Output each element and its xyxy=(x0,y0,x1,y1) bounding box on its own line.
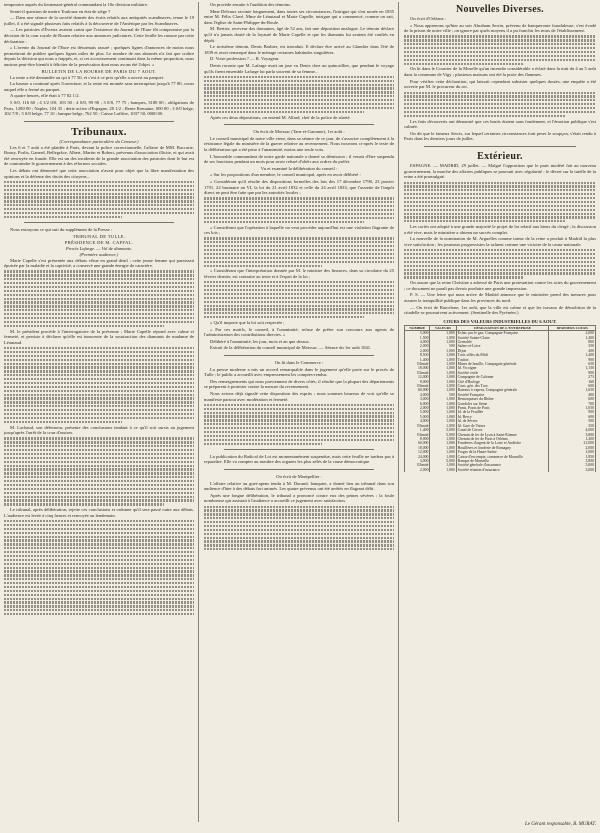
exterieur-paragraph: ESPAGNE. — MADRID, 29 juillet. — Malgré l'opposition que le parti modéré fait au nouveau gouvernement, la marche des affaires publiques se poursuit avec régularité ; le décret sur la tutelle de la reine a été promulgué. xyxy=(404,163,596,180)
table-cell: 900 xyxy=(549,410,596,414)
table-cell: 900 xyxy=(549,371,596,375)
table-cell: 1,000 xyxy=(430,362,456,366)
table-cell: Houillères et fonderie de Romagny xyxy=(456,446,549,450)
moissac-paragraph: « Considérant que l'interprétation donnée par M. le ministre des finances, dans sa circulaire du 25 février dernier, est contraire au texte et à l'esprit de la loi ; xyxy=(204,268,394,279)
text-lines xyxy=(404,92,596,117)
bourse-paragraph: 5 0/0, 116 60 ; 4 1/2 0/0, 103 50 ; 4 0/0, 99 90 ; 3 0/0, 77 75 ; banques, 3180 00 ; obligations de Paris, 1280 00 ; Naples, 104 35 ; dette active d'Espagne, 20 1/2 ; Rente Romaine, 000 00 ; 3 0/0 belge, 102 7/8 ; 5 0/0 belge, 77 10 ; banque belge, 762 50 ; Caisse Laffitte, 1037 50, 0000 00. xyxy=(4,99,194,117)
column-2 xyxy=(204,2,394,822)
court-presidency: PRÉSIDENCE DE M. CAFFAL. xyxy=(64,239,134,245)
case-title: Procès Lafarge. — Vol de diamants. xyxy=(65,245,133,251)
table-cell: 1,500 xyxy=(405,336,430,340)
table-cell: Trois villes du Midi xyxy=(456,353,549,357)
testimony-paragraph: M. Bertier, receveur des domaines, âgé de 52 ans, fait une déposition analogue. Le témoin déclare qu'il n'a jamais douté de la loyauté de Marie Capelle et que les diamants lui avaient été confiés en dépôt. xyxy=(204,26,394,43)
intro-paragraph: temporaire auprès du lieutenant-général commandant la 10e division militaire. xyxy=(4,2,149,7)
tribunaux-paragraph: Les 6 et 7 août a été plaidée à Paris, devant la police correctionnelle, l'affaire de MM. Baccarie, Bosny, Porlis, Ganerd, Bellegrâce, Albert, Martin et Robert, prévenus d'association illicite, et qui avait été renvoyée en fraude. Elle est un des incidents de la grande association des patriotes dont le but est de contraindre le gouvernement à des réformes sociales. xyxy=(4,144,194,167)
table-cell: Id. Gare de Vaises xyxy=(456,424,549,428)
table-cell: 2,000 xyxy=(549,446,596,450)
table-cell: 2,000 xyxy=(549,331,596,336)
text-lines xyxy=(204,237,394,266)
nouvelles-paragraph: Pour vérifier cette déclaration, qui laissait cependant subsister quelques doutes, une enquête a été ouverte par M. le procureur du roi. xyxy=(404,78,596,90)
table-cell: 1,000 xyxy=(430,450,456,454)
montpellier-heading: On écrit de Montpellier : xyxy=(276,473,322,479)
table-cell: Illimité xyxy=(405,463,430,467)
table-cell: Remorqueurs du Rhône xyxy=(456,397,549,401)
table-cell: Société générale d'assurance xyxy=(456,463,549,467)
table-cell: Chemin de fer de Paris à Orléans xyxy=(456,437,549,441)
table-cell: 4,000 xyxy=(405,340,430,344)
table-cell: 5,000 xyxy=(430,459,456,463)
table-cell: 800 xyxy=(549,340,596,344)
text-lines xyxy=(204,197,394,222)
table-cell: Id. de Sèvres xyxy=(456,419,549,423)
text-lines xyxy=(4,181,194,218)
text-lines xyxy=(204,404,394,445)
moissac-paragraph: Délibéré à l'unanimité, les jour, mois et an que dessus. xyxy=(210,338,310,344)
exterieur-heading: Extérieur. xyxy=(477,151,523,163)
table-cell: Id. de la Feuillée xyxy=(456,410,549,414)
tribunaux-paragraph: Les débats ont démontré que cette association n'avait pour objet que la libre manifestation des opinions et la défense des droits des citoyens... xyxy=(4,168,194,179)
text-lines xyxy=(404,35,596,64)
table-cell: 3,000 xyxy=(549,468,596,472)
table-cell: Dijon xyxy=(456,349,549,353)
table-cell: 18,000 xyxy=(405,366,430,370)
gerant-signature: Le Gérant responsable, B. MURAT. xyxy=(524,822,596,827)
table-cell: 350 xyxy=(549,344,596,348)
table-cell: 12,000 xyxy=(405,375,430,379)
table-cell: Cons. gén. des Trav. xyxy=(456,384,549,388)
table-cell: 500 xyxy=(549,419,596,423)
table-cell: 600 xyxy=(549,397,596,401)
moissac-paragraph: Le conseil municipal de notre ville vient, dans sa séance de ce jour, de s'associer complètement à la résistance légale du ministère de la guerre relative au recensement. Nous trouvons ci-après le texte de la délibération qui a été prise à l'unanimité, moins une seule voix. xyxy=(204,135,394,152)
court-title: TRIBUNAL DE TULLE. xyxy=(72,233,126,239)
table-cell: 1,000 xyxy=(430,424,456,428)
table-cell: Caisse d'escompte, commerce de Marseille xyxy=(456,455,549,459)
table-cell: 12,000 xyxy=(405,450,430,454)
table-cell: Société Française xyxy=(456,393,549,397)
table-cell: 900 xyxy=(549,358,596,362)
valeurs-table-body xyxy=(405,331,596,473)
moissac-paragraph: « Par ces motifs, le conseil, à l'unanimité, refuse de prêter son concours aux agents de l'administration des contributions directes. » xyxy=(204,326,394,338)
table-cell: Compagnie de Calonne xyxy=(456,375,549,379)
exterieur-paragraph: Les cortès ont adopté à une grande majorité le projet de loi relatif aux biens du clergé ; la discussion a été vive, mais le ministère a obtenu un succès complet. xyxy=(404,224,596,235)
text-lines xyxy=(4,270,194,326)
text-lines xyxy=(204,281,394,318)
table-cell: 1,000 xyxy=(430,463,456,467)
intro-paragraph: — Les patriotes d'Évreux avaient craint que l'existence du Journal de l'Eure fût compromise par la décision de la cour royale de Rouen relative aux annonces judiciaires. Cette feuille les rassure par cette déclaration : xyxy=(4,27,194,44)
table-cell: 6,000 xyxy=(405,402,430,406)
commerce-heading: On lit dans le Commerce : xyxy=(274,359,324,365)
intro-paragraph: Serait-il question de mettre Toulouse en état de siége ? xyxy=(10,8,111,14)
table-cell: 1,000 xyxy=(430,375,456,379)
table-cell: 700 xyxy=(549,402,596,406)
nouvelles-paragraph: « Nous apprenons qu'hier au soir Abraham Serrin, prévenu de banqueroute frauduleuse, s'est évadé de la prison de notre ville ; on ignore par quels moyens il a pu franchir les murs de l'établissement. xyxy=(404,22,596,34)
table-cell: 400 xyxy=(549,349,596,353)
table-cell: 1,000 xyxy=(430,336,456,340)
table-cell: 5,000 xyxy=(405,331,430,336)
moissac-paragraph: « Sur les propositions d'un membre, le conseil municipal, après en avoir délibéré : xyxy=(210,172,361,178)
table-cell: 1,000 xyxy=(430,353,456,357)
table-cell: 1,000 xyxy=(430,349,456,353)
text-lines xyxy=(204,76,394,113)
bourse-paragraph: La hausse a continué après l'ouverture, et la rente est montée sans interruption jusqu'à 77 80, cours auquel elle a fermé au parquet. xyxy=(4,81,194,92)
table-cell: 1,000 xyxy=(430,380,456,384)
table-cell: 60,000 xyxy=(405,441,430,445)
table-cell: 160 xyxy=(549,380,596,384)
table-cell: 400 xyxy=(549,393,596,397)
intro-paragraph: « L'avenir du Journal de l'Eure est désormais assuré ; quelques lignes d'annonces de moins nous permettront de publier quelques lignes utiles de plus. Le nombre de nos abonnés n'a fait que croître depuis la décision qui nous a frappés, et, si cet accroissement continuait dans la même proportion, nous aurions peut-être bientôt à féliciter de la persécution dont nous avons été l'objet. » xyxy=(4,45,194,67)
table-cell: 2,000 xyxy=(405,349,430,353)
journal-paragraph: Le tribunal, après délibération, rejette ces conclusions et ordonne qu'il sera passé outre aux débats. L'audience est levée à cinq heures et renvoyée au lendemain. xyxy=(4,507,194,518)
text-lines xyxy=(404,249,596,278)
table-cell: 1,000 xyxy=(430,366,456,370)
text-lines xyxy=(4,437,194,505)
table-cell: 21,000 xyxy=(549,441,596,445)
table-cell: Éclair. par le gaz, Compagnie Française xyxy=(456,331,549,336)
table-cell: 60,000 xyxy=(405,388,430,392)
table-header: DERNIERS COURS xyxy=(549,325,596,330)
table-cell: 5,000 xyxy=(549,463,596,467)
table-cell: 5,000 xyxy=(430,433,456,437)
valeurs-table xyxy=(404,325,596,472)
table-cell: 1,000 xyxy=(430,340,456,344)
section-divider xyxy=(424,146,576,147)
table-cell: Illimité xyxy=(405,384,430,388)
table-cell: Toulon xyxy=(456,358,549,362)
column-rule xyxy=(198,2,199,822)
table-cell: Ponts, Ponts de Paris xyxy=(456,406,549,410)
table-cell: 8,000 xyxy=(405,437,430,441)
section-divider xyxy=(224,355,374,356)
table-cell: Société réunion d'assurance xyxy=(456,468,549,472)
column-3 xyxy=(404,2,596,822)
testimony-paragraph: D. Votre profession ? — R. Voyageur. xyxy=(210,56,280,62)
moissac-paragraph: « Considérant que l'opération à laquelle on veut procéder aujourd'hui est une violation flagrante de ces lois ; xyxy=(204,224,394,236)
table-cell: 1,000 xyxy=(430,388,456,392)
tribunaux-subheading: (Correspondance particulière du Censeur.) xyxy=(59,138,139,144)
nouvelles-heading: Nouvelles Diverses. xyxy=(456,4,544,15)
journal-paragraph: M. le président procède à l'interrogatoire de la prévenue ; Marie Capelle répond avec calme et fermeté, et persiste à déclarer qu'elle est innocente de la soustraction des diamants de madame de Léautaud. xyxy=(4,328,194,345)
testimony-paragraph: Mme Delvaux raconte longuement, dans toutes ses circonstances, l'intrigue qui s'est nouée en 1835 entre M. Félix Clavé, Mme de Léautaud et Marie Capelle, intrigue qui a commencé, comme on sait, dans l'église de Saint-Philippe-du-Roule. xyxy=(204,8,394,25)
table-cell: 3,000 xyxy=(405,397,430,401)
table-cell: 273 xyxy=(549,375,596,379)
table-cell: 1,000 xyxy=(430,410,456,414)
section-divider xyxy=(224,124,374,125)
moissac-paragraph: « Considérant qu'il résulte des dispositions formelles des lois des 17 décembre 1790, 23 janvier 1791, 22 brumaire an VI, la loi du 21 avril 1832 et celle du 24 avril 1833, que l'assiette de l'impôt direct ne peut être faite que par les autorités locales ; xyxy=(204,178,394,196)
table-cell: Cité d'Horloge xyxy=(456,380,549,384)
table-cell: 2,000 xyxy=(405,344,430,348)
table-cell: Id. Vicoigne xyxy=(456,366,549,370)
text-lines xyxy=(4,520,194,615)
table-cell: 1,000 xyxy=(430,358,456,362)
table-cell: 2,000 xyxy=(405,468,430,472)
section-divider xyxy=(24,222,174,223)
testimony-paragraph: Après ces deux dépositions, on entend M. Allard, chef de la police de sûreté. xyxy=(210,114,351,120)
table-cell: Illimité xyxy=(405,362,430,366)
moissac-paragraph: Vu et examiné la délibération du conseil : xyxy=(260,165,338,171)
column-rule xyxy=(398,2,399,822)
table-cell: 8,500 xyxy=(405,353,430,357)
testimony-paragraph: Le troisième témoin, Denis Barbier, est introduit. Il déclare être arrivé au Glandier dans l'été de 1839 et avoir remarqué dans le ménage certaines habitudes singulières. xyxy=(204,44,394,55)
table-cell: 1,150 xyxy=(549,366,596,370)
table-cell: 24,000 xyxy=(405,455,430,459)
table-cell: Illimité xyxy=(405,424,430,428)
valeurs-table-title: COURS DES VALEURS INDUSTRIELLES DU 6 AOUT. xyxy=(443,318,557,324)
table-cell: 1,000 xyxy=(430,441,456,445)
text-lines xyxy=(404,182,596,223)
exterieur-paragraph: La nouvelle de la nomination de M. Arguelles comme tuteur de la reine a produit à Madrid la plus vive satisfaction ; les journaux progressistes la saluent comme une victoire de la cause nationale. xyxy=(404,236,596,247)
table-cell: 1,400 xyxy=(405,358,430,362)
table-cell: 1,400 xyxy=(405,428,430,432)
nouvelles-paragraph: Les faits découverts ont démontré que ces bruits étaient sans fondement, et l'émotion publique s'est calmée. xyxy=(404,118,596,130)
table-cell: 1,000 xyxy=(430,406,456,410)
moissac-paragraph: « Qu'il importe que la loi soit respectée ; xyxy=(210,320,285,325)
table-cell: 5,000 xyxy=(405,410,430,414)
table-cell: 1,000 xyxy=(430,468,456,472)
table-cell: Société Sainte-Claire xyxy=(456,336,549,340)
text-lines xyxy=(4,347,194,423)
column-1 xyxy=(4,2,194,822)
table-cell: Mines de houille, Compagnie générale xyxy=(456,362,549,366)
table-cell: 1,000 xyxy=(430,437,456,441)
table-cell: Bateaux à vapeur, Compagnie générale xyxy=(456,388,549,392)
radical-paragraph: La publication du Radical de Lot est momentanément suspendue, mais cette feuille ne tardera pas à reparaître. Elle va compter au nombre des organes les plus zélés de la cause démocratique. xyxy=(204,453,394,465)
intro-paragraph: — Dans une séance de la société donnée des écrits relatifs aux antiquités scandinaves, tenue le 19 juillet, il a été signalé plusieurs faits relatifs à la découverte de l'Amérique par les Scandinaves. xyxy=(4,15,194,26)
table-cell: 5,000 xyxy=(430,428,456,432)
exterieur-paragraph: — On écrit de Barcelone, 1er août, que la ville est calme et que les travaux de démolition de la citadelle se poursuivent activement. (Sentinelle des Pyrénées.) xyxy=(404,304,596,316)
table-cell: Chemin de fer de Lyon à Saint-Étienne xyxy=(456,433,549,437)
table-cell: Banque de Marseille xyxy=(456,459,549,463)
table-cell: 1,000 xyxy=(430,397,456,401)
table-cell: 1,000 xyxy=(430,419,456,423)
nouvelles-paragraph: On lit dans le Courrier de la Moselle qu'un incendie considérable a éclaté dans la nuit du 4 au 5 août dans la commune de Vigy ; plusieurs maisons ont été la proie des flammes. xyxy=(404,66,596,78)
nouvelles-paragraph: On écrit d'Orléans : xyxy=(410,16,446,21)
table-cell: 1,400 xyxy=(549,353,596,357)
table-cell: 1,650 xyxy=(549,388,596,392)
table-cell: 1,000 xyxy=(549,450,596,454)
table-cell: Id. Bercy xyxy=(456,415,549,419)
table-cell: Gondoles sur Seine xyxy=(456,402,549,406)
table-cell: 600 xyxy=(549,415,596,419)
moissac-paragraph: Extrait de la délibération du conseil municipal de Moissac. — Séance du 1er août 1841. xyxy=(210,345,372,351)
table-cell: 1,000 xyxy=(430,455,456,459)
table-cell: 350 xyxy=(549,424,596,428)
table-cell: 18,000 xyxy=(405,446,430,450)
tribunaux-heading: Tribunaux. xyxy=(71,125,127,138)
table-header: NOMBRE xyxy=(405,325,430,330)
table-cell: Forges de la Haute-Saône xyxy=(456,450,549,454)
table-cell: 1,000 xyxy=(430,402,456,406)
moissac-paragraph: L'honorable commandant de notre garde nationale a donné sa démission ; il venait d'être suspendu de ses fonctions pendant un mois pour avoir refusé d'obéir aux ordres du préfet. xyxy=(204,153,394,165)
testimony-paragraph: Denis raconte que M. Lafarge avait un jour vu Denis chez un quincaillier, que pendant le voyage qu'ils firent ensemble Lafarge lui parla souvent de sa femme... xyxy=(204,62,394,74)
journal-paragraph: Marie Capelle s'est présentée aux débats vêtue en grand deuil ; cette jeune femme qui paraissait épuisée par la maladie et la captivité, a conservé une grande énergie de caractère. xyxy=(4,257,194,269)
table-header: VALEURS xyxy=(430,325,456,330)
table-cell: 1,400 xyxy=(549,336,596,340)
table-cell: 1,000 xyxy=(430,371,456,375)
case-session: (Première audience.) xyxy=(79,251,119,257)
table-cell: 1,000 xyxy=(430,446,456,450)
commerce-paragraph: Des renseignements qui nous parviennent de divers côtés, il résulte que la plupart des départements se préparent à protester contre la mesure du recensement. xyxy=(204,378,394,390)
commerce-paragraph: Nous avions déjà signalé cette disposition des esprits ; nous sommes heureux de voir qu'elle se manifeste partout avec modération et fermeté. xyxy=(204,390,394,402)
bourse-paragraph: La rente a été demandée au cpt à 77 50, et c'est à ce prix qu'elle a ouvert au parquet. xyxy=(10,74,165,80)
table-cell: Grenoble xyxy=(456,340,549,344)
table-cell: 4,000 xyxy=(405,419,430,423)
section-divider xyxy=(24,121,174,122)
table-cell: Société civile xyxy=(456,371,549,375)
table-cell: 1,200 xyxy=(549,437,596,441)
bourse-paragraph: A quatre heures, elle était à 77 82 1/2. xyxy=(10,93,80,99)
table-cell: 4,000 xyxy=(549,428,596,432)
montpellier-paragraph: Après une longue délibération, le tribunal a prononcé contre eux des peines sévères ; la foule nombreuse qui assistait à l'audience a accueilli ce jugement avec satisfaction. xyxy=(204,492,394,504)
table-cell: Saône-et-Loire xyxy=(456,344,549,348)
table-cell: 8,000 xyxy=(405,380,430,384)
table-cell: Fonderies d'argent de la Loire et Andèche xyxy=(456,441,549,445)
table-cell: 3,800 xyxy=(549,433,596,437)
exterieur-paragraph: On assure que la reine Christine a adressé de Paris une protestation contre les actes du gouvernement ; ce document ne paraît pas devoir produire une grande impression. xyxy=(404,280,596,291)
table-cell: 1,050 xyxy=(549,406,596,410)
table-cell: 1,000 xyxy=(430,384,456,388)
table-cell: 600 xyxy=(549,384,596,388)
section-divider xyxy=(224,449,374,450)
montpellier-paragraph: L'affaire relative au guet-apens tendu à M. Durand, banquier, a donné lieu au tribunal dans son audience d'hier à des débats fort animés. Les quatre prévenus ont été arrêtés en flagrant délit. xyxy=(204,480,394,492)
table-cell: Canal de Givors xyxy=(456,428,549,432)
table-cell: 3,800 xyxy=(549,459,596,463)
nouvelles-paragraph: On dit que le fameux Sercis, sur lequel certaines circonstances font peser le soupçon, s'était rendu à Paris dans les derniers jours de juillet. xyxy=(404,130,596,142)
moissac-heading: On écrit de Moissac (Tarn-et-Garonne), 1er août : xyxy=(253,129,345,135)
table-header: DÉSIGNATION DE L'ENTREPRISE xyxy=(456,325,549,330)
table-cell: 1,850 xyxy=(549,455,596,459)
table-cell: 650 xyxy=(549,362,596,366)
table-cell: 4,000 xyxy=(405,393,430,397)
journal-intro: Nous extrayons ce qui suit du supplément de la Presse : xyxy=(10,227,113,232)
table-cell: 500 xyxy=(430,393,456,397)
commerce-paragraph: La presse moderne a mis un accord remarquable dans le jugement qu'elle porte sur le procès de Tulle ; le public a accueilli avec empressement les comptes-rendus. xyxy=(204,366,394,378)
journal-paragraph: M. Lachaud, son défenseur, présente des conclusions tendant à ce qu'il soit sursis au jugement jusqu'après l'arrêt de la cour d'assises. xyxy=(4,424,194,436)
bourse-title: BULLETIN DE LA BOURSE DE PARIS DU 7 AOUT. xyxy=(41,68,157,74)
table-cell: 2,000 xyxy=(405,406,430,410)
table-cell: 1,000 xyxy=(430,331,456,336)
text-lines xyxy=(204,506,394,551)
section-divider xyxy=(224,469,374,470)
table-cell: 1,000 xyxy=(430,415,456,419)
testimony-paragraph: On procède ensuite à l'audition des témoins. xyxy=(210,2,292,7)
exterieur-paragraph: P. S. — Une lettre qui nous arrive de Madrid annonce que le ministère prend des mesures pour assurer la tranquillité publique dans les provinces du nord. xyxy=(404,292,596,303)
table-cell: 3,000 xyxy=(405,459,430,463)
table-cell: Illimité xyxy=(405,371,430,375)
table-cell: 500 xyxy=(430,344,456,348)
table-row xyxy=(405,468,596,472)
table-cell: 5,000 xyxy=(405,415,430,419)
table-cell: Illimité xyxy=(405,433,430,437)
